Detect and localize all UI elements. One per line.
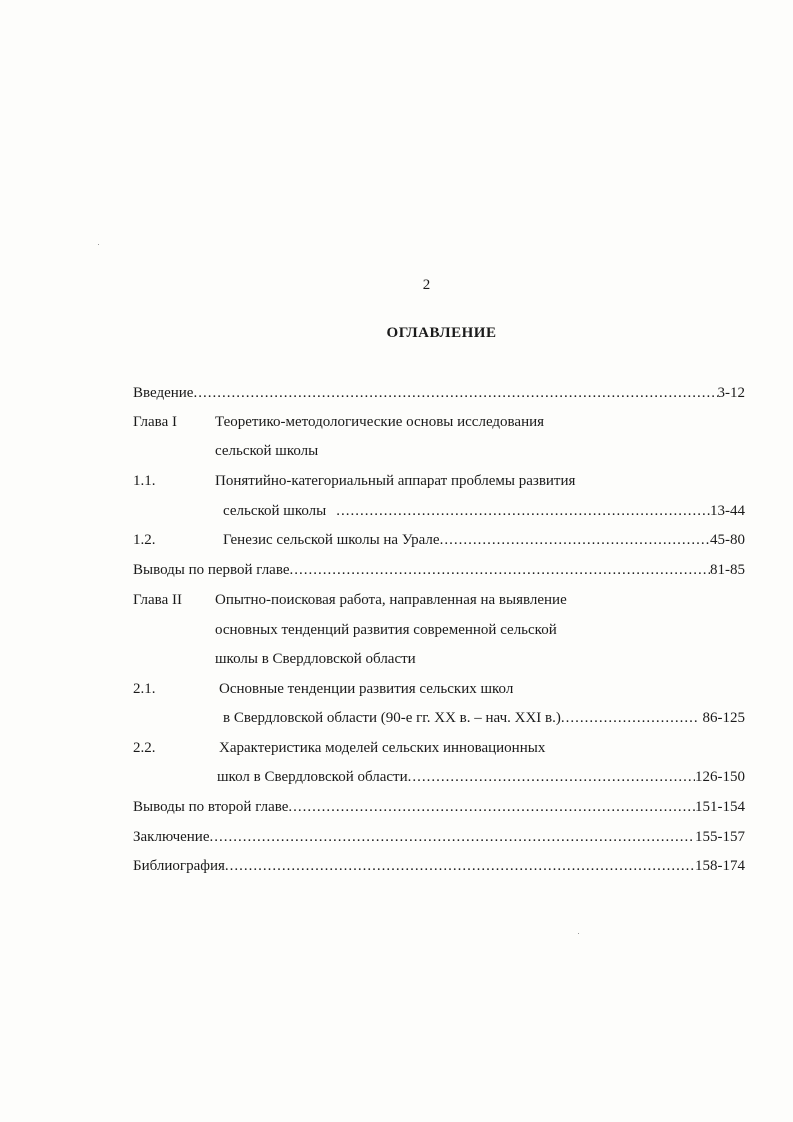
dot-leader: [440, 531, 710, 549]
toc-label: школ в Свердловской области: [217, 769, 408, 785]
toc-label: Библиография: [133, 858, 225, 874]
toc-label: Заключение: [133, 829, 210, 845]
section-2-1-number: 2.1.: [133, 681, 156, 697]
dot-leader: [336, 502, 710, 520]
dot-leader: [288, 798, 695, 816]
toc-label: Генезис сельской школы на Урале: [223, 532, 440, 548]
chapter-2-number: Глава II: [133, 592, 182, 608]
dot-leader: [408, 768, 695, 786]
section-1-1-title-line1: Понятийно-категориальный аппарат проблемы развития: [215, 473, 576, 489]
toc-entry-1-1: [223, 502, 745, 520]
page-number: 2: [422, 277, 431, 293]
toc-pages: 158-174: [695, 858, 745, 874]
dot-leader: [290, 561, 711, 579]
chapter-1-title-line1: Теоретико-методологические основы исследования: [215, 414, 545, 430]
toc-entry-2-1: [223, 709, 745, 727]
toc-entry-bibliography: [133, 857, 745, 875]
toc-pages: 13-44: [710, 503, 745, 519]
dot-leader: [193, 384, 717, 402]
chapter-2-title-line1: Опытно-поисковая работа, направленная на выявление: [215, 592, 567, 608]
dot-leader: [225, 857, 695, 875]
toc-entry-intro: [133, 384, 745, 402]
section-1-1-number: 1.1.: [133, 473, 156, 489]
toc-pages: 86-125: [702, 710, 745, 726]
dot-leader: [561, 709, 697, 727]
toc-entry-conclusion: [133, 828, 745, 846]
section-2-1-title-line1: Основные тенденции развития сельских школ: [219, 681, 514, 697]
toc-pages: 155-157: [695, 829, 745, 845]
chapter-2-title-line2: основных тенденций развития современной сельской: [215, 622, 557, 638]
toc-pages: 126-150: [695, 769, 745, 785]
toc-label: Выводы по первой главе: [133, 562, 290, 578]
scan-speck: [578, 933, 579, 934]
scan-speck: [98, 244, 99, 245]
dot-leader: [210, 828, 696, 846]
toc-pages: 3-12: [717, 385, 745, 401]
section-2-2-title-line1: Характеристика моделей сельских инновационных: [219, 740, 546, 756]
chapter-1-number: Глава I: [133, 414, 177, 430]
toc-label: Выводы по второй главе: [133, 799, 289, 815]
toc-entry-conclusions-2: [133, 798, 745, 816]
toc-pages: 81-85: [710, 562, 745, 578]
section-1-2-number: 1.2.: [133, 532, 156, 548]
toc-label: Введение: [133, 385, 194, 401]
chapter-2-title-line3: школы в Свердловской области: [215, 651, 416, 667]
toc-pages: 45-80: [710, 532, 745, 548]
toc-entry-2-2: [217, 768, 745, 786]
chapter-1-title-line2: сельской школы: [215, 443, 319, 459]
toc-label: в Свердловской области (90-е гг. XX в. – нач. XXI в.): [223, 710, 561, 726]
toc-entry-conclusions-1: [133, 561, 745, 579]
page-title: ОГЛАВЛЕНИЕ: [386, 325, 497, 341]
section-2-2-number: 2.2.: [133, 740, 156, 756]
toc-entry-1-2: [223, 531, 745, 549]
toc-pages: 151-154: [695, 799, 745, 815]
toc-label: сельской школы: [223, 503, 327, 519]
